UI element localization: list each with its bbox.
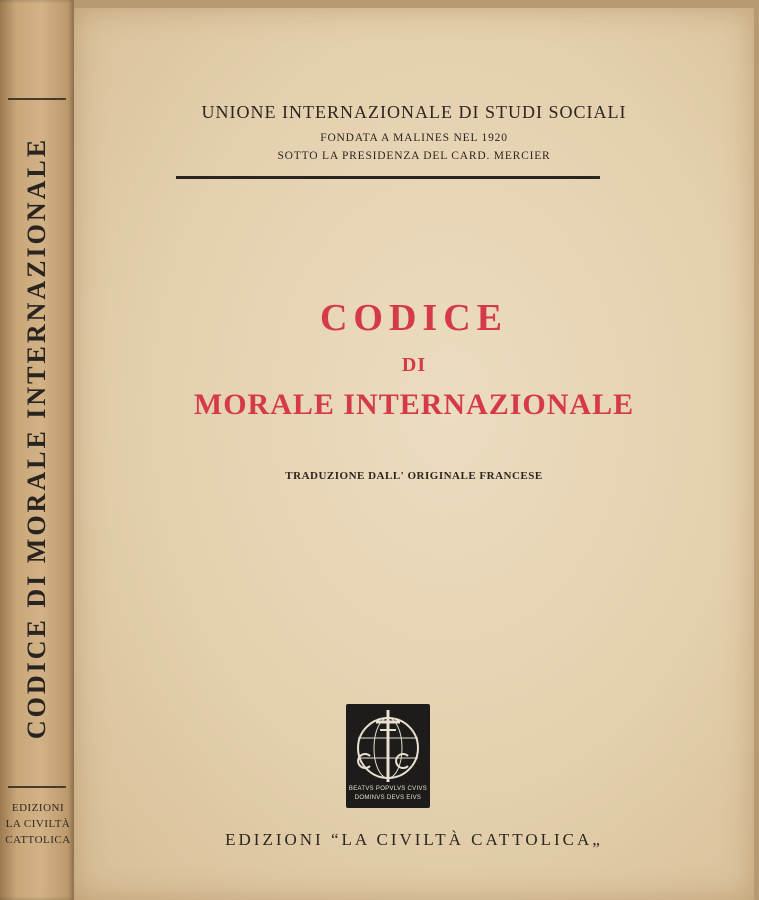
book-title-line-1: CODICE bbox=[319, 297, 509, 339]
spine-title bbox=[14, 136, 60, 740]
spine-rule-top bbox=[8, 98, 66, 100]
emblem-motto-line-2: DOMINVS DEVS EIVS bbox=[354, 795, 422, 801]
book-spine bbox=[0, 0, 74, 900]
globe-cross-icon bbox=[350, 708, 426, 784]
emblem-motto-line-1: BEATVS POPVLVS CVIVS bbox=[348, 786, 428, 792]
organization-name: UNIONE INTERNAZIONALE DI STUDI SOCIALI bbox=[201, 102, 627, 122]
founded-line: FONDATA A MALINES NEL 1920 bbox=[320, 132, 508, 144]
publisher-emblem bbox=[346, 704, 430, 808]
spine-title-text: CODICE DI MORALE INTERNAZIONALE bbox=[22, 136, 52, 740]
front-cover bbox=[74, 8, 754, 900]
translation-note: TRADUZIONE DALL' ORIGINALE FRANCESE bbox=[285, 470, 543, 482]
spine-publisher bbox=[2, 800, 74, 848]
header-rule bbox=[176, 176, 600, 179]
spine-publisher-line: LA CIVILTÀ bbox=[5, 818, 71, 830]
publisher-name: EDIZIONI “LA CIVILTÀ CATTOLICA„ bbox=[225, 830, 603, 849]
spine-rule-bottom bbox=[8, 786, 66, 788]
spine-publisher-line: CATTOLICA bbox=[5, 834, 71, 846]
presidency-line: SOTTO LA PRESIDENZA DEL CARD. MERCIER bbox=[277, 150, 551, 162]
book-title-line-3: MORALE INTERNAZIONALE bbox=[193, 388, 635, 421]
spine-publisher-line: EDIZIONI bbox=[11, 802, 65, 814]
book-title-line-2: DI bbox=[401, 354, 427, 376]
